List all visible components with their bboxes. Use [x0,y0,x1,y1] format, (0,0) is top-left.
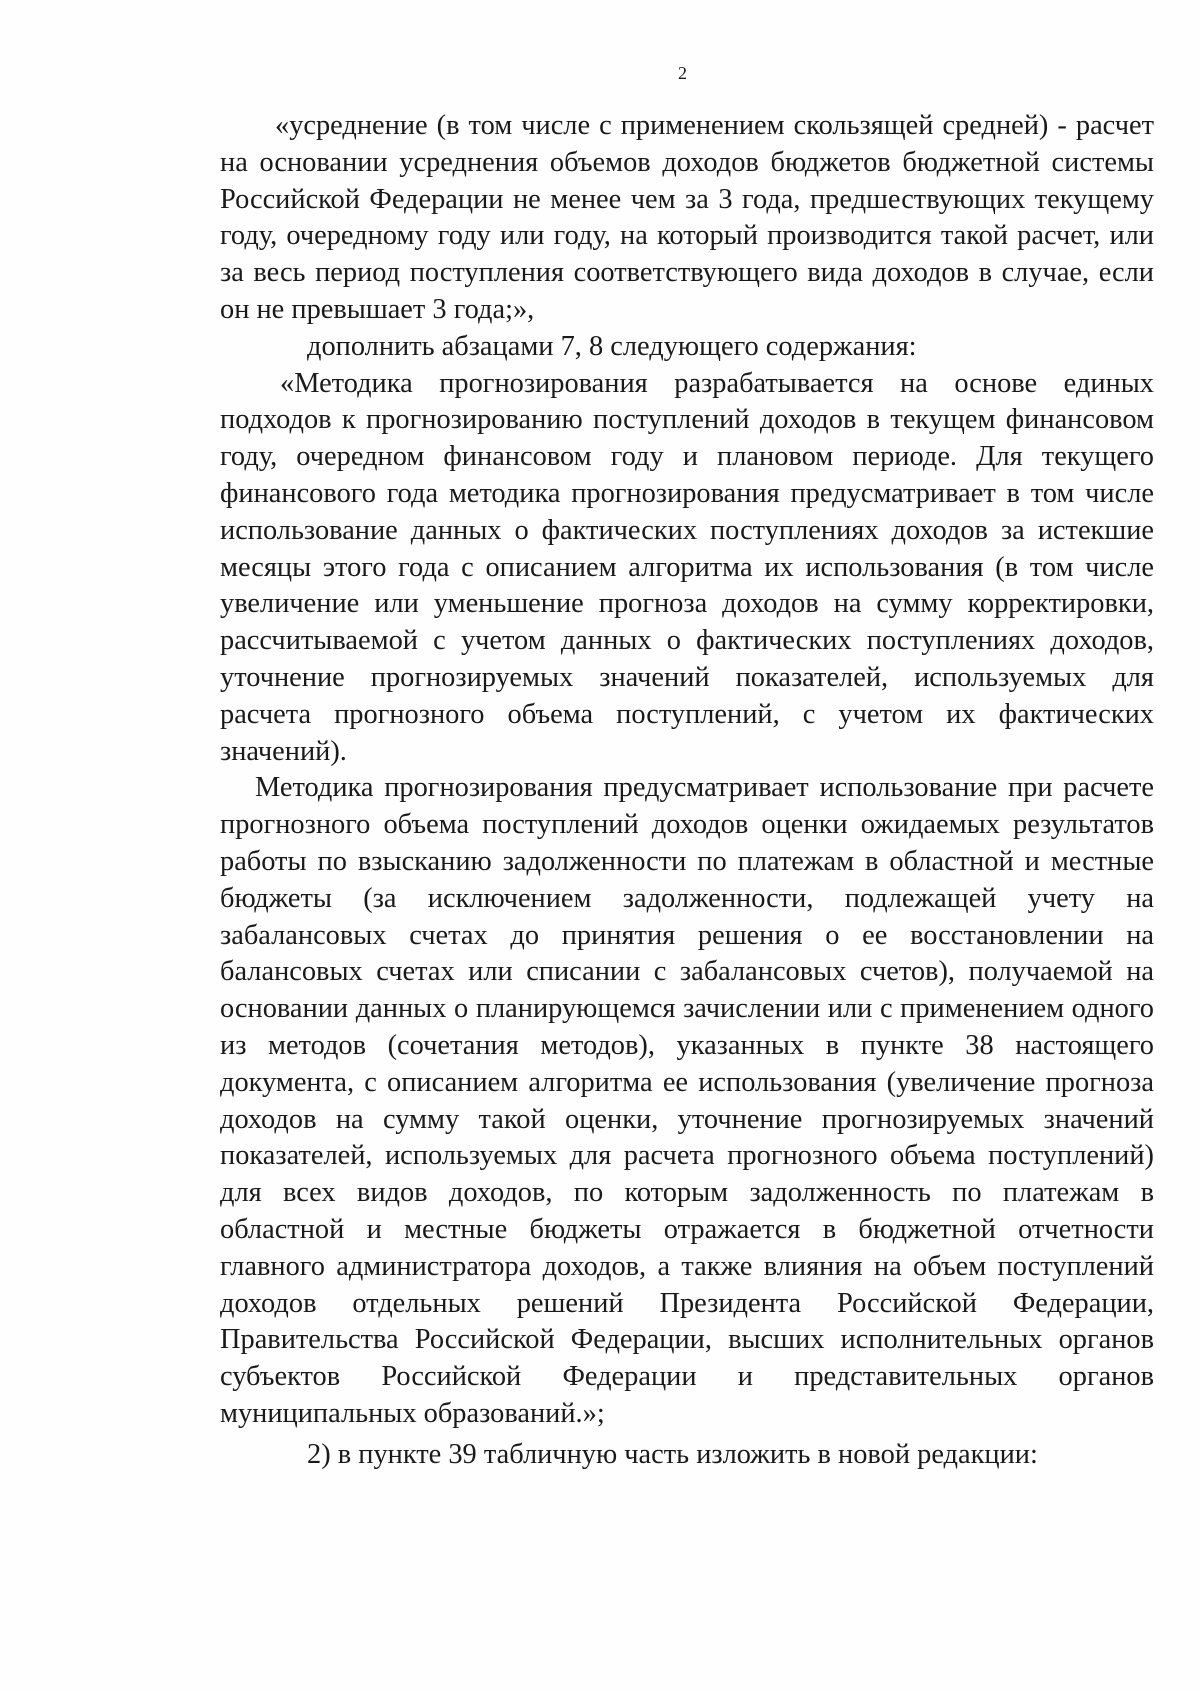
paragraph-supplement-instruction: дополнить абзацами 7, 8 следующего содержания: [307,330,917,362]
document-body [220,108,1154,1473]
paragraph-averaging-definition: «усреднение (в том числе с применением скользящей средней) - расчет на основании усреднения объемов доходов бюджетов бюджетной системы Российской Федерации не менее чем за 3 года, предшествующих текущему году, очередному году или году, на который производится такой расчет, или за весь период поступления соответствующего вида доходов в случае, если он не превышает 3 года;», [220,110,1154,325]
page-number: 2 [678,63,687,83]
paragraph-methodology-debt: Методика прогнозирования предусматривает использование при расчете прогнозного объема поступлений доходов оценки ожидаемых результатов работы по взысканию задолженности по платежам в областной и местные бюджеты (за исключением задолженности, подлежащей учету на забалансовых счетах до принятия решения о ее восстановлении на балансовых счетах или списании с забалансовых счетов), получаемой на основании данных о планирующемся зачислении или с применением одного из методов (сочетания методов), указанных в пункте 38 настоящего документа, с описанием алгоритма ее использования (увеличение прогноза доходов на сумму такой оценки, уточнение прогнозируемых значений показателей, используемых для расчета прогнозного объема поступлений) для всех видов доходов, по которым задолженность по платежам в областной и местные бюджеты отражается в бюджетной отчетности главного администратора доходов, а также влияния на объем поступлений доходов отдельных решений Президента Российской Федерации, Правительства Российской Федерации, высших исполнительных органов субъектов Российской Федерации и представительных органов муниципальных образований.»; [220,772,1154,1429]
list-item-point-39: 2) в пункте 39 табличную часть изложить в новой редакции: [307,1438,1038,1470]
paragraph-methodology-basis: «Методика прогнозирования разрабатывается на основе единых подходов к прогнозированию поступлений доходов в текущем финансовом году, очередном финансовом году и плановом периоде. Для текущего финансового года методика прогнозирования предусматривает в том числе использование данных о фактических поступлениях доходов за истекшие месяцы этого года с описанием алгоритма их использования (в том числе увеличение или уменьшение прогноза доходов на сумму корректировки, рассчитываемой с учетом данных о фактических поступлениях доходов, уточнение прогнозируемых значений показателей, используемых для расчета прогнозного объема поступлений, с учетом их фактических значений). [220,367,1154,767]
